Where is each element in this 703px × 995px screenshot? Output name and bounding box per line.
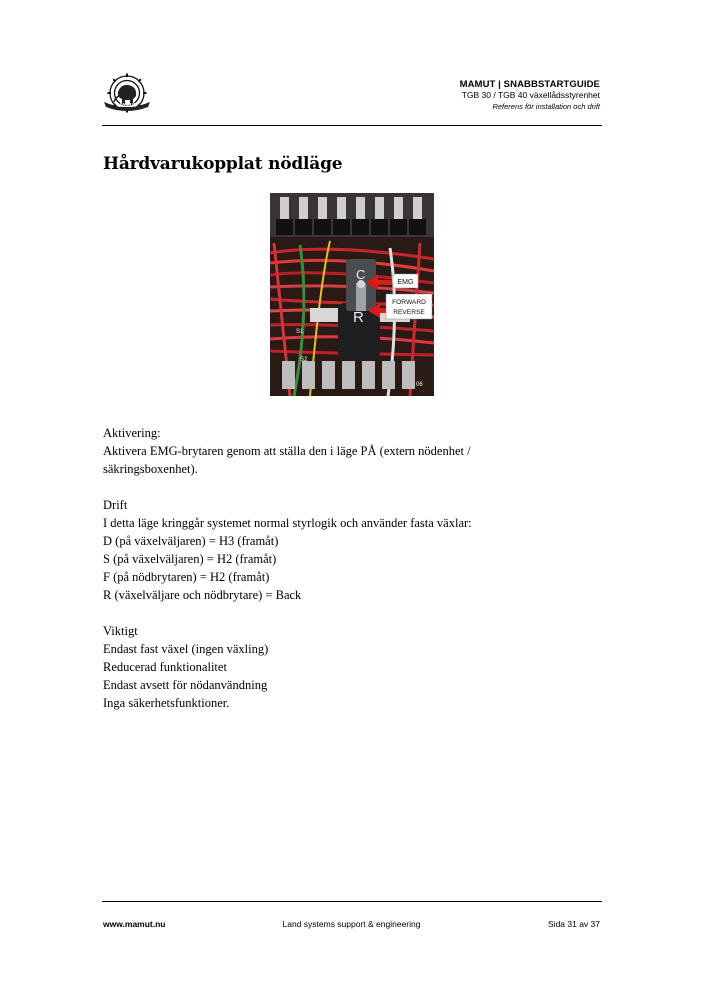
operation-title: Drift bbox=[103, 498, 128, 512]
footer-website-link[interactable]: www.mamut.nu bbox=[103, 919, 166, 929]
logo-text: MAMUT bbox=[117, 103, 137, 109]
operation-line: S (på växelväljaren) = H2 (framåt) bbox=[103, 552, 277, 566]
body-text bbox=[103, 424, 603, 712]
emergency-switch-photo bbox=[270, 193, 434, 396]
page-heading: Hårdvarukopplat nödläge bbox=[103, 154, 343, 174]
header-reference: Referens för installation och drift bbox=[492, 102, 600, 111]
header-subtitle: TGB 30 / TGB 40 växellådsstyrenhet bbox=[461, 90, 600, 100]
important-title: Viktigt bbox=[103, 624, 138, 638]
activation-title: Aktivering: bbox=[103, 426, 161, 440]
operation-line: D (på växelväljaren) = H3 (framåt) bbox=[103, 534, 279, 548]
callout-emg: EMG bbox=[397, 279, 414, 286]
important-line: Endast fast växel (ingen växling) bbox=[103, 642, 269, 656]
operation-line: F (på nödbrytaren) = H2 (framåt) bbox=[103, 570, 270, 584]
header-title: MAMUT | SNABBSTARTGUIDE bbox=[459, 79, 600, 90]
mamut-logo bbox=[101, 72, 153, 116]
callout-forward: FORWARD bbox=[392, 299, 426, 306]
switch-letter-r: R bbox=[353, 309, 364, 326]
footer-page-number: Sida 31 av 37 bbox=[548, 919, 600, 929]
important-line: Inga säkerhetsfunktioner. bbox=[103, 696, 230, 710]
footer-rule bbox=[102, 901, 602, 902]
wire-tag: S1 bbox=[296, 329, 304, 335]
important-line: Reducerad funktionalitet bbox=[103, 660, 227, 674]
wire-tag: S2 bbox=[300, 357, 308, 363]
operation-line: I detta läge kringgår systemet normal styrlogik och använder fasta växlar: bbox=[103, 516, 472, 530]
callout-reverse: REVERSE bbox=[393, 309, 425, 316]
activation-line: säkringsboxenhet). bbox=[103, 462, 198, 476]
switch-letter-c: C bbox=[356, 267, 366, 282]
page-header bbox=[460, 79, 600, 112]
important-line: Endast avsett för nödanvändning bbox=[103, 678, 268, 692]
wire-tag: 06 bbox=[416, 382, 423, 388]
operation-line: R (växelväljare och nödbrytare) = Back bbox=[103, 588, 302, 602]
footer-center-text: Land systems support & engineering bbox=[282, 919, 421, 929]
header-rule bbox=[102, 125, 602, 126]
activation-line: Aktivera EMG-brytaren genom att ställa den i läge PÅ (extern nödenhet / bbox=[103, 444, 471, 458]
